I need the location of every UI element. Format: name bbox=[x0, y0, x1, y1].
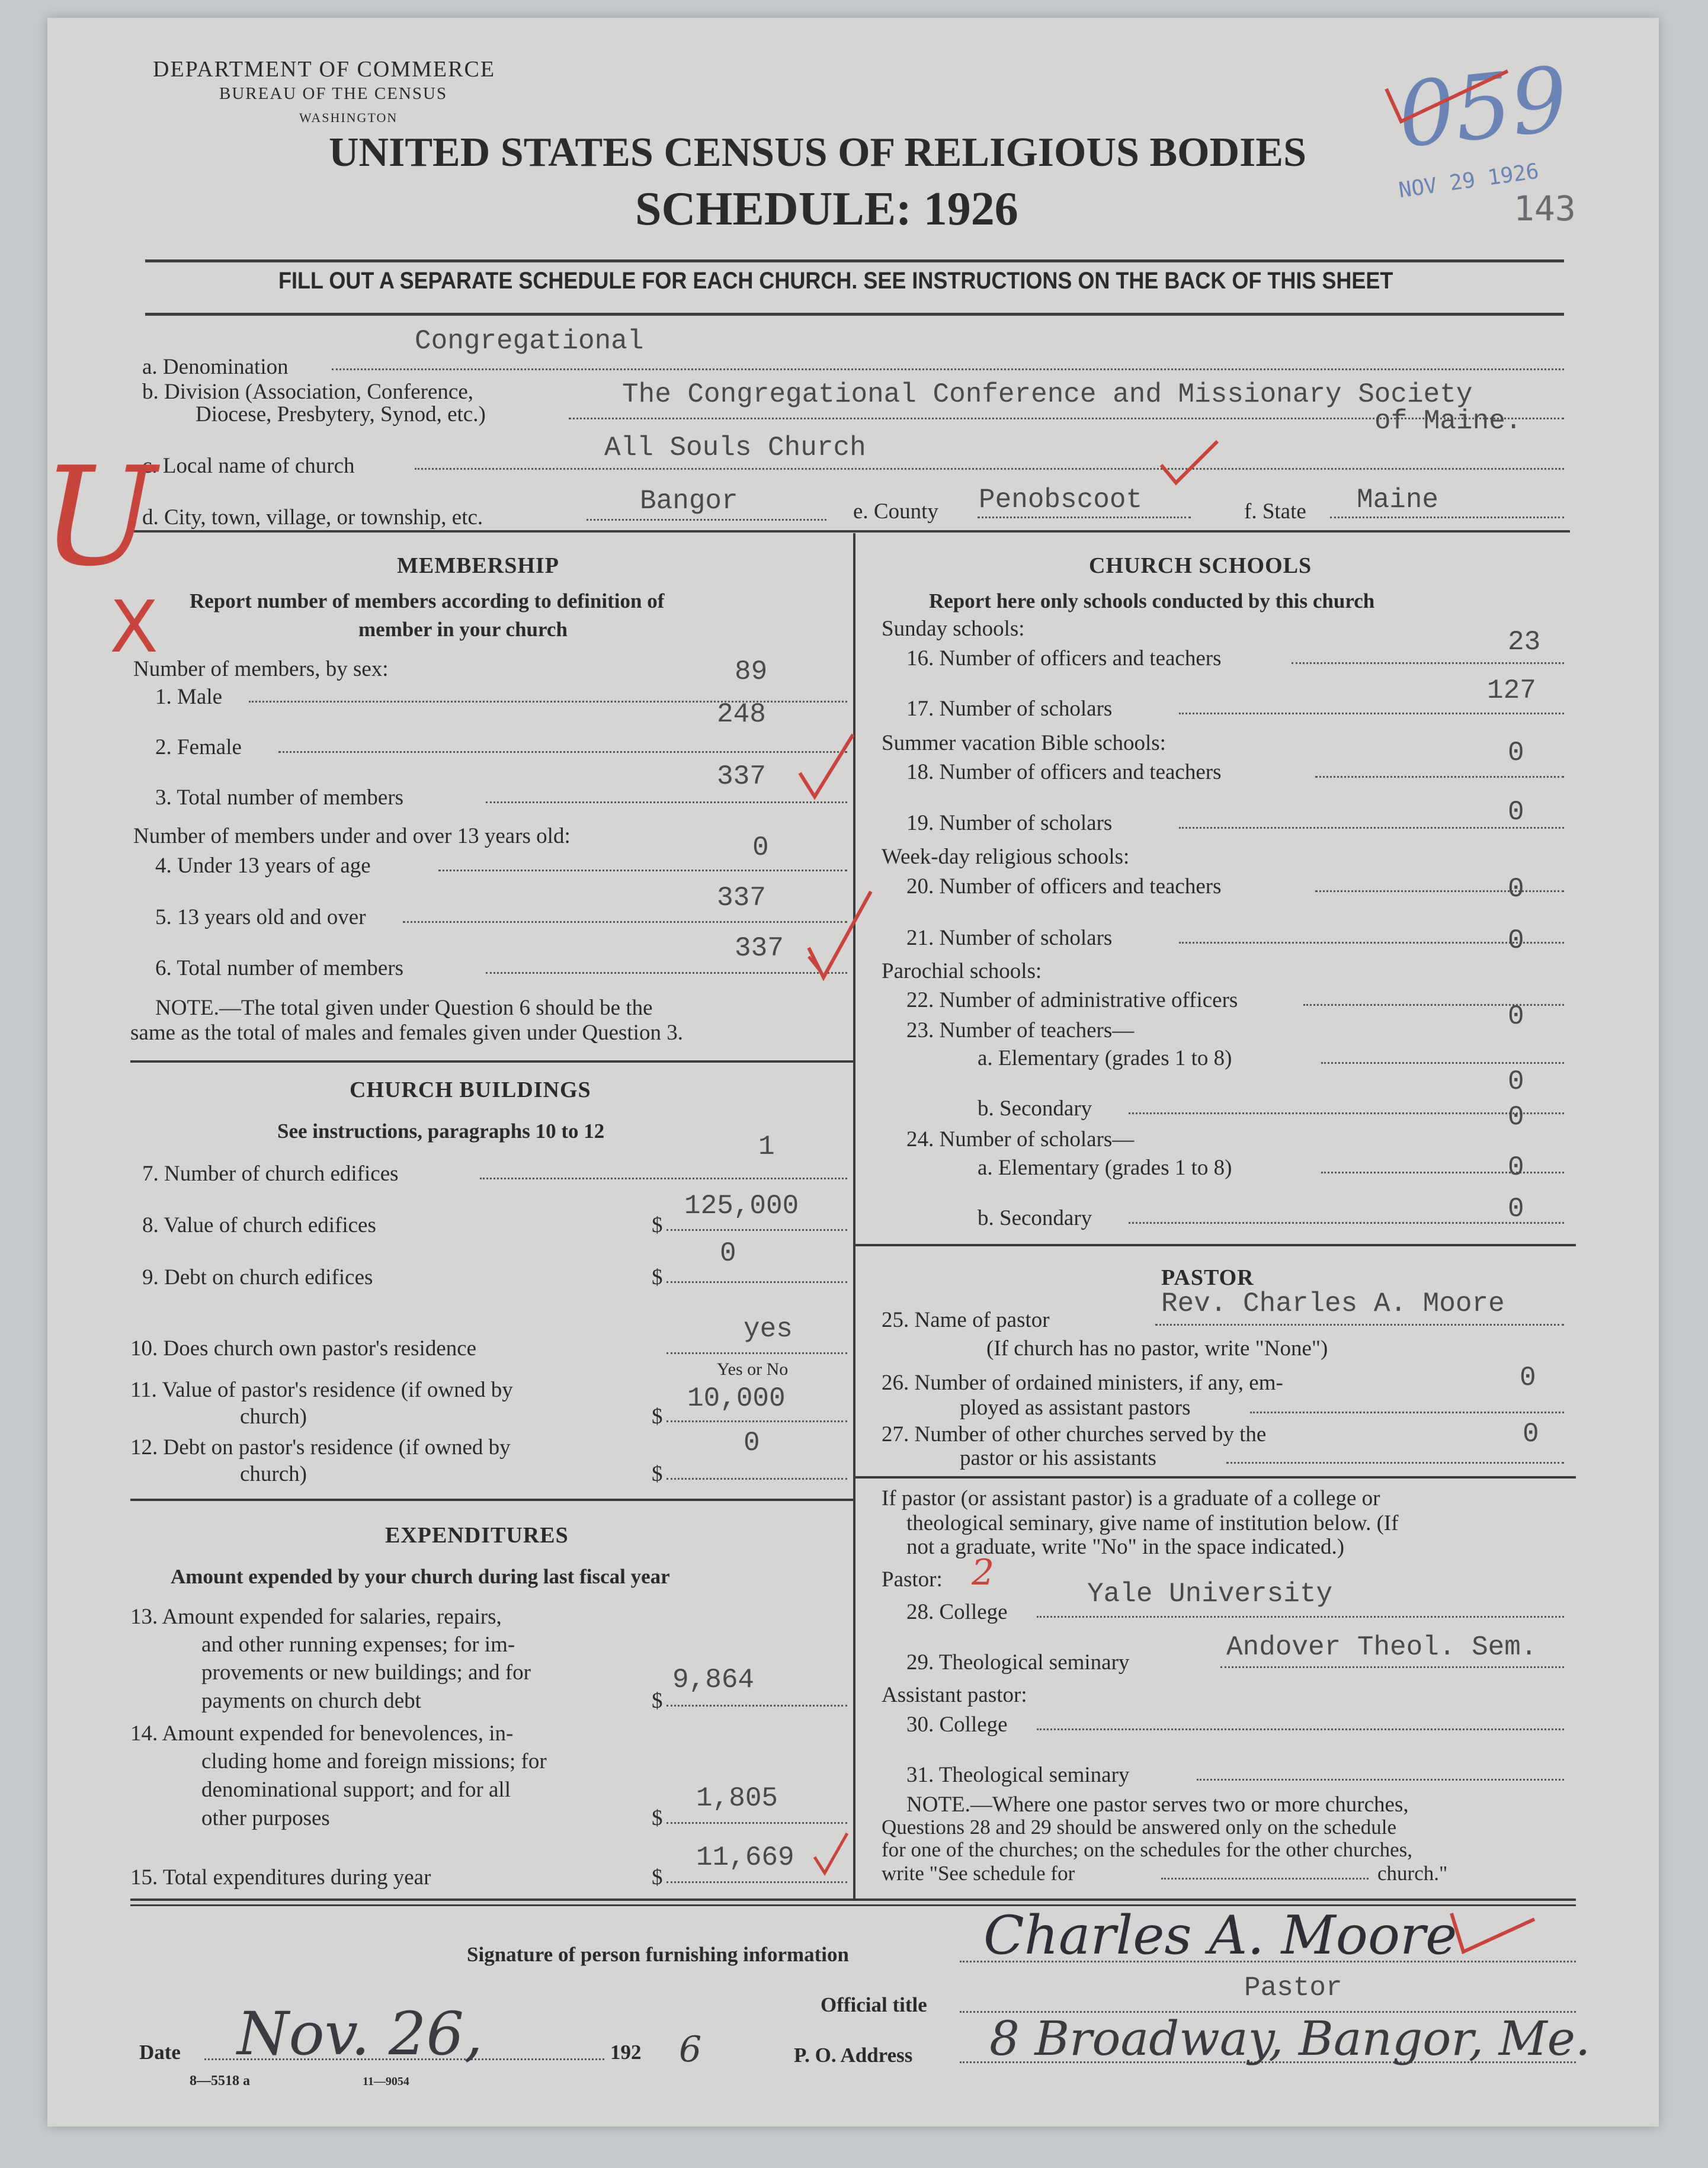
q21-value: 0 bbox=[1508, 925, 1524, 956]
margin-letter-u: U bbox=[41, 438, 156, 596]
pastor-note-2: Questions 28 and 29 should be answered only on the schedule bbox=[882, 1816, 1397, 1839]
members-by-age-label: Number of members under and over 13 years old: bbox=[133, 824, 571, 848]
q28-line bbox=[1037, 1616, 1564, 1618]
q13-label-1: 13. Amount expended for salaries, repairs, bbox=[130, 1605, 502, 1629]
q4-label: 4. Under 13 years of age bbox=[155, 854, 371, 878]
q31-line bbox=[1197, 1779, 1564, 1781]
denomination-line bbox=[332, 368, 1564, 370]
q13-label-3: provements or new buildings; and for bbox=[201, 1660, 531, 1685]
q12-line bbox=[666, 1478, 847, 1480]
q4-line bbox=[438, 870, 847, 871]
q6-line bbox=[486, 972, 847, 974]
year-prefix: 192 bbox=[610, 2041, 642, 2064]
expenditures-intro: Amount expended by your church during last fiscal year bbox=[171, 1565, 670, 1588]
q10-line bbox=[666, 1352, 847, 1354]
q25-hint: (If church has no pastor, write "None") bbox=[986, 1336, 1328, 1361]
q27-line bbox=[1226, 1462, 1564, 1464]
q8-value: 125,000 bbox=[684, 1191, 799, 1221]
q1-label: 1. Male bbox=[155, 685, 223, 709]
q21-label: 21. Number of scholars bbox=[906, 926, 1113, 950]
red-check-mark-q3 bbox=[794, 732, 859, 803]
q3-line bbox=[486, 801, 847, 803]
red-check-mark-q15 bbox=[812, 1830, 853, 1878]
signature-value: Charles A. Moore bbox=[983, 1904, 1457, 1967]
state-label: f. State bbox=[1244, 499, 1306, 524]
local-name-label: c. Local name of church bbox=[142, 454, 355, 478]
q20-label: 20. Number of officers and teachers bbox=[906, 874, 1222, 899]
q24a-value: 0 bbox=[1508, 1152, 1524, 1183]
q27-value: 0 bbox=[1523, 1419, 1539, 1449]
q2-value: 248 bbox=[717, 699, 766, 730]
pastor-rule bbox=[854, 1476, 1576, 1479]
graduate-note-3: not a graduate, write "No" in the space indicated.) bbox=[906, 1535, 1345, 1559]
q10-hint: Yes or No bbox=[717, 1359, 789, 1379]
header-rule-bottom bbox=[145, 313, 1564, 316]
po-address-value: 8 Broadway, Bangor, Me. bbox=[989, 2011, 1591, 2066]
division-value-2: of Maine. bbox=[1374, 406, 1522, 437]
q23-label: 23. Number of teachers— bbox=[906, 1018, 1135, 1043]
pastor-note-blank bbox=[1161, 1878, 1369, 1880]
q11-line bbox=[666, 1420, 847, 1422]
identification-rule bbox=[130, 530, 1570, 533]
q10-value: yes bbox=[744, 1314, 793, 1345]
q16-value: 23 bbox=[1508, 627, 1541, 658]
q1-value: 89 bbox=[735, 656, 768, 687]
q3-value: 337 bbox=[717, 761, 766, 792]
q2-line bbox=[278, 751, 847, 753]
q21-line bbox=[1179, 942, 1564, 944]
q7-value: 1 bbox=[758, 1131, 775, 1162]
date-value: Nov. 26, bbox=[237, 1999, 483, 2068]
q20-line bbox=[1315, 890, 1564, 892]
red-check-mark-q6 bbox=[806, 889, 877, 983]
official-title-value: Pastor bbox=[1244, 1973, 1342, 2003]
q29-value: Andover Theol. Sem. bbox=[1226, 1632, 1537, 1663]
q11-value: 10,000 bbox=[687, 1383, 786, 1414]
q6-value: 337 bbox=[735, 933, 784, 964]
q18-label: 18. Number of officers and teachers bbox=[906, 760, 1222, 784]
schools-heading: CHURCH SCHOOLS bbox=[1089, 553, 1312, 578]
pastor-note-5: church." bbox=[1377, 1862, 1448, 1885]
form-title: UNITED STATES CENSUS OF RELIGIOUS BODIES bbox=[329, 130, 1307, 175]
q24b-line bbox=[1129, 1222, 1564, 1224]
schedule-year: SCHEDULE: 1926 bbox=[635, 183, 1018, 235]
q4-value: 0 bbox=[752, 832, 769, 863]
q24a-line bbox=[1321, 1172, 1564, 1173]
summer-schools-label: Summer vacation Bible schools: bbox=[882, 731, 1166, 755]
q11-dollar: $ bbox=[652, 1404, 663, 1429]
q20-value: 0 bbox=[1508, 874, 1524, 905]
footer-rule-1 bbox=[130, 1898, 1576, 1901]
q30-line bbox=[1037, 1728, 1564, 1730]
denomination-value: Congregational bbox=[415, 326, 644, 357]
q31-label: 31. Theological seminary bbox=[906, 1763, 1130, 1787]
expenditures-heading: EXPENDITURES bbox=[385, 1523, 569, 1548]
q18-value: 0 bbox=[1508, 737, 1524, 768]
state-value: Maine bbox=[1357, 485, 1439, 515]
denomination-label: a. Denomination bbox=[142, 355, 289, 379]
q13-label-2: and other running expenses; for im- bbox=[201, 1633, 515, 1657]
membership-intro-1: Report number of members according to definition of bbox=[190, 589, 665, 612]
membership-heading: MEMBERSHIP bbox=[397, 553, 559, 578]
q13-label-4: payments on church debt bbox=[201, 1689, 421, 1713]
q12-dollar: $ bbox=[652, 1462, 663, 1486]
membership-rule bbox=[130, 1060, 853, 1063]
q28-value: Yale University bbox=[1087, 1579, 1333, 1609]
q26-label-2: ployed as assistant pastors bbox=[960, 1396, 1191, 1420]
q14-value: 1,805 bbox=[696, 1783, 778, 1814]
q25-value: Rev. Charles A. Moore bbox=[1161, 1288, 1505, 1319]
q3-label: 3. Total number of members bbox=[155, 785, 404, 810]
q24a-label: a. Elementary (grades 1 to 8) bbox=[978, 1156, 1232, 1180]
q19-value: 0 bbox=[1508, 797, 1524, 828]
state-line bbox=[1330, 517, 1564, 518]
q8-label: 8. Value of church edifices bbox=[142, 1213, 376, 1237]
q24-label: 24. Number of scholars— bbox=[906, 1127, 1135, 1152]
instructions-line: FILL OUT A SEPARATE SCHEDULE FOR EACH CHURCH. SEE INSTRUCTIONS ON THE BACK OF THIS SHEET bbox=[278, 268, 1393, 294]
q6-label: 6. Total number of members bbox=[155, 956, 404, 980]
q9-dollar: $ bbox=[652, 1265, 663, 1290]
q16-line bbox=[1292, 662, 1564, 664]
q22-label: 22. Number of administrative officers bbox=[906, 988, 1238, 1012]
header-rule-top bbox=[145, 259, 1564, 262]
county-line bbox=[978, 517, 1191, 518]
pastor-note-1: NOTE.—Where one pastor serves two or more churches, bbox=[906, 1792, 1409, 1817]
q23a-line bbox=[1321, 1062, 1564, 1064]
q18-line bbox=[1315, 776, 1564, 778]
handwritten-number: 059 bbox=[1393, 47, 1573, 168]
q14-label-3: denominational support; and for all bbox=[201, 1778, 511, 1802]
q25-label: 25. Name of pastor bbox=[882, 1308, 1050, 1332]
bureau-line: BUREAU OF THE CENSUS bbox=[219, 84, 448, 103]
q12-label-1: 12. Debt on pastor's residence (if owned by bbox=[130, 1435, 511, 1460]
q23a-value: 0 bbox=[1508, 1066, 1524, 1097]
county-value: Penobscoot bbox=[979, 485, 1143, 515]
graduate-note-1: If pastor (or assistant pastor) is a graduate of a college or bbox=[882, 1486, 1380, 1510]
q13-line bbox=[666, 1705, 847, 1707]
q26-label-1: 26. Number of ordained ministers, if any, em- bbox=[882, 1371, 1283, 1395]
q5-value: 337 bbox=[717, 883, 766, 913]
signature-label: Signature of person furnishing information bbox=[467, 1943, 849, 1966]
q29-line bbox=[1220, 1666, 1564, 1668]
q15-dollar: $ bbox=[652, 1865, 663, 1890]
county-label: e. County bbox=[853, 499, 938, 524]
q12-value: 0 bbox=[744, 1428, 760, 1458]
q23b-label: b. Secondary bbox=[978, 1096, 1092, 1121]
membership-note-1: NOTE.—The total given under Question 6 should be the bbox=[155, 996, 653, 1020]
local-name-line bbox=[415, 468, 1564, 470]
division-label-2: Diocese, Presbytery, Synod, etc.) bbox=[196, 402, 486, 426]
q14-dollar: $ bbox=[652, 1806, 663, 1830]
date-label: Date bbox=[139, 2041, 181, 2064]
q7-label: 7. Number of church edifices bbox=[142, 1162, 399, 1186]
year-digit: 6 bbox=[679, 2029, 702, 2070]
schools-rule bbox=[854, 1244, 1576, 1246]
stamp-number: 143 bbox=[1514, 188, 1576, 229]
q14-label-1: 14. Amount expended for benevolences, in- bbox=[130, 1721, 514, 1746]
pastor-handwritten-mark: 2 bbox=[972, 1552, 995, 1593]
q15-value: 11,669 bbox=[696, 1842, 794, 1873]
q11-label-2: church) bbox=[240, 1404, 307, 1429]
buildings-heading: CHURCH BUILDINGS bbox=[350, 1077, 591, 1102]
schools-intro: Report here only schools conducted by this church bbox=[929, 589, 1375, 612]
q9-label: 9. Debt on church edifices bbox=[142, 1265, 373, 1290]
sunday-schools-label: Sunday schools: bbox=[882, 617, 1025, 641]
received-date-stamp: NOV 29 1926 bbox=[1397, 159, 1541, 203]
q29-label: 29. Theological seminary bbox=[906, 1650, 1130, 1675]
print-number: 11—9054 bbox=[363, 2075, 409, 2088]
po-address-label: P. O. Address bbox=[794, 2044, 913, 2067]
q19-line bbox=[1179, 827, 1564, 829]
q27-label-2: pastor or his assistants bbox=[960, 1446, 1156, 1470]
q13-value: 9,864 bbox=[672, 1665, 755, 1695]
q26-line bbox=[1250, 1412, 1564, 1413]
q5-line bbox=[403, 921, 847, 923]
department-line: DEPARTMENT OF COMMERCE bbox=[153, 57, 496, 82]
q9-value: 0 bbox=[720, 1238, 736, 1269]
q17-label: 17. Number of scholars bbox=[906, 697, 1113, 721]
q23a-label: a. Elementary (grades 1 to 8) bbox=[978, 1046, 1232, 1070]
city-value: Bangor bbox=[640, 486, 738, 517]
q26-value: 0 bbox=[1520, 1362, 1536, 1393]
q15-line bbox=[666, 1881, 847, 1883]
official-title-label: Official title bbox=[821, 1993, 927, 2016]
q8-line bbox=[666, 1229, 847, 1231]
q23b-value: 0 bbox=[1508, 1102, 1524, 1133]
q14-label-2: cluding home and foreign missions; for bbox=[201, 1749, 547, 1773]
q25-line bbox=[1155, 1324, 1564, 1326]
membership-intro-2: member in your church bbox=[358, 618, 568, 641]
graduate-note-2: theological seminary, give name of institution below. (If bbox=[906, 1511, 1399, 1535]
q28-label: 28. College bbox=[906, 1600, 1008, 1624]
assistant-pastor-label: Assistant pastor: bbox=[882, 1683, 1027, 1707]
q10-label: 10. Does church own pastor's residence bbox=[130, 1336, 477, 1361]
q24b-label: b. Secondary bbox=[978, 1206, 1092, 1230]
q7-line bbox=[480, 1178, 847, 1179]
parochial-schools-label: Parochial schools: bbox=[882, 959, 1042, 983]
pastor-note-4: write "See schedule for bbox=[882, 1862, 1075, 1885]
q22-value: 0 bbox=[1508, 1001, 1524, 1032]
q14-line bbox=[666, 1822, 847, 1824]
q23b-line bbox=[1129, 1112, 1564, 1114]
buildings-rule bbox=[130, 1499, 853, 1501]
q17-line bbox=[1179, 713, 1564, 714]
members-by-sex-label: Number of members, by sex: bbox=[133, 657, 389, 681]
q12-label-2: church) bbox=[240, 1462, 307, 1486]
division-label: b. Division (Association, Conference, bbox=[142, 380, 473, 404]
margin-cross: X bbox=[110, 586, 159, 669]
q30-label: 30. College bbox=[906, 1712, 1008, 1737]
q27-label-1: 27. Number of other churches served by the bbox=[882, 1422, 1267, 1447]
pastor-note-3: for one of the churches; on the schedules for the other churches, bbox=[882, 1838, 1413, 1861]
q22-line bbox=[1303, 1004, 1564, 1006]
q15-label: 15. Total expenditures during year bbox=[130, 1865, 431, 1890]
city-label: d. City, town, village, or township, etc. bbox=[142, 505, 483, 530]
city-line bbox=[587, 519, 826, 521]
q8-dollar: $ bbox=[652, 1213, 663, 1237]
q9-line bbox=[666, 1281, 847, 1283]
q2-label: 2. Female bbox=[155, 735, 242, 759]
red-check-mark-county bbox=[1158, 438, 1223, 486]
division-value: The Congregational Conference and Missionary Society bbox=[622, 379, 1473, 410]
q17-value: 127 bbox=[1487, 675, 1536, 706]
membership-note-2: same as the total of males and females given under Question 3. bbox=[130, 1021, 683, 1045]
form-number: 8—5518 a bbox=[190, 2073, 250, 2089]
q16-label: 16. Number of officers and teachers bbox=[906, 646, 1222, 671]
red-check-mark-signature bbox=[1446, 1896, 1540, 1961]
q14-label-4: other purposes bbox=[201, 1806, 330, 1830]
q13-dollar: $ bbox=[652, 1689, 663, 1713]
q19-label: 19. Number of scholars bbox=[906, 811, 1113, 835]
q11-label-1: 11. Value of pastor's residence (if owned by bbox=[130, 1378, 513, 1402]
q5-label: 5. 13 years old and over bbox=[155, 905, 366, 929]
weekday-schools-label: Week-day religious schools: bbox=[882, 845, 1130, 869]
buildings-intro: See instructions, paragraphs 10 to 12 bbox=[277, 1120, 605, 1143]
red-check-mark-header bbox=[1380, 65, 1517, 130]
local-name-value: All Souls Church bbox=[604, 432, 866, 463]
q24b-value: 0 bbox=[1508, 1194, 1524, 1224]
washington-line: WASHINGTON bbox=[299, 110, 398, 125]
pastor-sub-label: Pastor: bbox=[882, 1567, 943, 1592]
pastor-heading: PASTOR bbox=[1161, 1265, 1254, 1290]
